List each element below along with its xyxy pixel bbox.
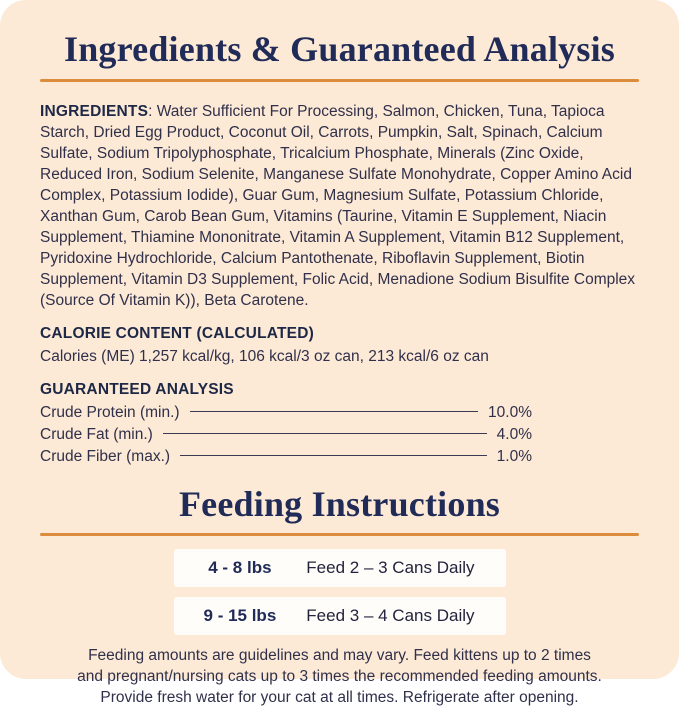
calorie-content-text: Calories (ME) 1,257 kcal/kg, 106 kcal/3 oz can, 213 kcal/6 oz can: [40, 347, 489, 365]
analysis-label: Crude Fiber (max.): [40, 447, 171, 465]
feeding-row-large-cat: [174, 597, 506, 635]
leader-line: [180, 455, 487, 456]
ingredients-list-text: : Water Sufficient For Processing, Salmon, Chicken, Tuna, Tapioca Starch, Dried Egg Product, Coconut Oil, Carrots, Pumpkin, Salt, Spinach, Calcium Sulfate, Sodium Tripolyphosphate, Tricalcium Phosphate, Minerals (Zinc Oxide, Reduced Iron, Sodium Selenite, Manganese Sulfate Monohydrate, Copper Amino Acid Complex, Potassium Iodide), Guar Gum, Magnesium Sulfate, Potassium Chloride, Xanthan Gum, Carob Bean Gum, Vitamins (Taurine, Vitamin E Supplement, Niacin Supplement, Thiamine Mononitrate, Vitamin A Supplement, Vitamin B12 Supplement, Pyridoxine Hydrochloride, Calcium Pantothenate, Riboflavin Supplement, Biotin Supplement, Vitamin D3 Supplement, Folic Acid, Menadione Sodium Bisulfite Complex (Source Of Vitamin K)), Beta Carotene.: [40, 102, 636, 309]
analysis-value: 10.0%: [488, 403, 532, 421]
analysis-value: 1.0%: [496, 447, 532, 465]
guaranteed-analysis-table: [40, 402, 532, 468]
analysis-row-crude-protein: [40, 402, 532, 424]
feeding-divider-line: [40, 533, 639, 536]
ingredients-analysis-title: Ingredients & Guaranteed Analysis: [64, 29, 615, 69]
feeding-amount-text: Feed 2 – 3 Cans Daily: [306, 558, 475, 578]
ingredients-label: INGREDIENTS: [40, 102, 149, 120]
feeding-table: [0, 549, 679, 635]
note-line: and pregnant/nursing cats up to 3 times the recommended feeding amounts.: [77, 668, 602, 686]
leader-line: [190, 411, 479, 412]
weight-range-label: 4 - 8 lbs: [208, 558, 272, 578]
title-divider-line: [40, 79, 639, 82]
calorie-content-heading: CALORIE CONTENT (CALCULATED): [40, 324, 314, 342]
analysis-label: Crude Protein (min.): [40, 403, 180, 421]
guaranteed-analysis-heading: GUARANTEED ANALYSIS: [40, 380, 234, 398]
analysis-row-crude-fat: [40, 424, 532, 446]
analysis-label: Crude Fat (min.): [40, 425, 153, 443]
note-line: Provide fresh water for your cat at all times. Refrigerate after opening.: [100, 689, 579, 707]
feeding-amount-text: Feed 3 – 4 Cans Daily: [306, 606, 475, 626]
leader-line: [163, 433, 487, 434]
feeding-instructions-title: Feeding Instructions: [178, 483, 501, 524]
ingredients-paragraph: [40, 101, 641, 311]
weight-range-label: 9 - 15 lbs: [203, 606, 277, 626]
analysis-row-crude-fiber: [40, 446, 532, 468]
analysis-value: 4.0%: [496, 425, 532, 443]
note-line: Feeding amounts are guidelines and may vary. Feed kittens up to 2 times: [88, 647, 591, 665]
feeding-row-small-cat: [174, 549, 506, 587]
feeding-guidelines-note: [0, 645, 679, 708]
